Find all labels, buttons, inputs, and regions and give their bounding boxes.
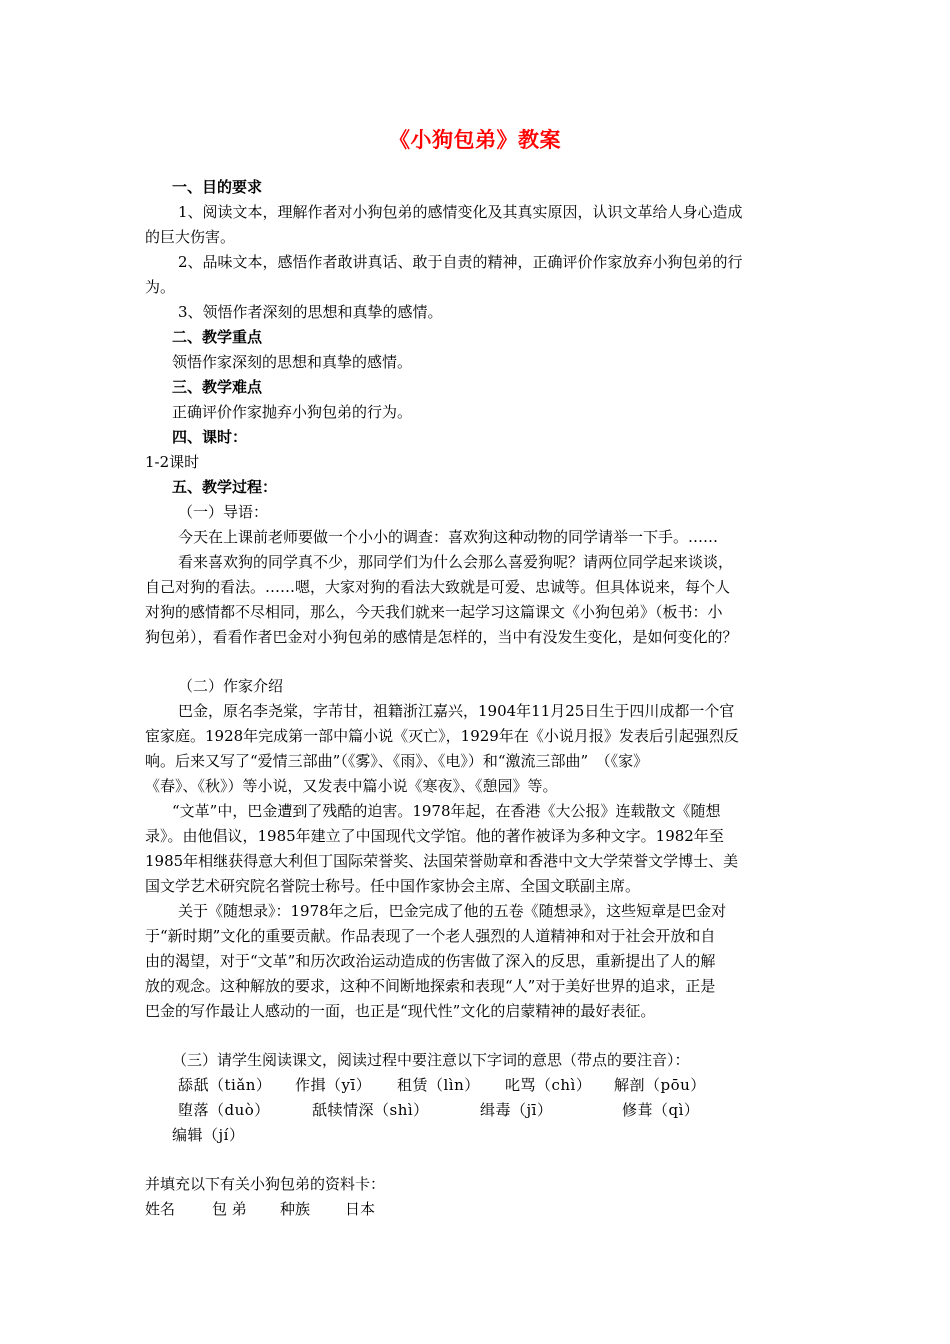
vocab-word: 缉毒（jī）	[480, 1101, 553, 1119]
vocab-word: 舐犊情深（shì）	[312, 1101, 429, 1119]
objective-2-line-1: 2、品味文本，感悟作者敢讲真话、敢于自责的精神，正确评价作家放弃小狗包弟的行	[178, 253, 743, 271]
info-card-cell: 包 弟	[212, 1200, 247, 1218]
intro-heading: （一）导语：	[178, 503, 269, 521]
intro-line-3: 自己对狗的看法。……嗯，大家对狗的看法大致就是可爱、忠诚等。但具体说来，每个人	[145, 578, 731, 596]
vocab-word: 编辑（jí）	[172, 1126, 245, 1144]
author-line-12: 放的观念。这种解放的要求，这种不间断地探索和表现“人”对于美好世界的追求，正是	[145, 977, 716, 995]
objective-1-line-2: 的巨大伤害。	[145, 228, 236, 246]
vocab-word: 修葺（qì）	[622, 1101, 700, 1119]
intro-line-2: 看来喜欢狗的同学真不少，那同学们为什么会那么喜爱狗呢？请两位同学起来谈谈，	[178, 553, 734, 571]
section-heading-objectives: 一、目的要求	[172, 178, 263, 196]
author-line-9: 关于《随想录》：1978年之后，巴金完成了他的五卷《随想录》，这些短章是巴金对	[178, 902, 727, 920]
reading-heading: （三）请学生阅读课文，阅读过程中要注意以下字词的意思（带点的要注音）：	[172, 1051, 690, 1069]
author-line-5: “文革”中，巴金遭到了残酷的迫害。1978年起，在香港《大公报》连载散文《随想	[172, 802, 721, 820]
vocab-word: 堕落（duò）	[178, 1101, 270, 1119]
author-heading: （二）作家介绍	[178, 677, 284, 695]
objective-1-line-1: 1、阅读文本，理解作者对小狗包弟的感情变化及其真实原因，认识文革给人身心造成	[178, 203, 743, 221]
section-heading-class-hours: 四、课时：	[172, 428, 248, 446]
objective-3: 3、领悟作者深刻的思想和真挚的感情。	[178, 303, 443, 321]
author-line-10: 于“新时期”文化的重要贡献。作品表现了一个老人强烈的人道精神和对于社会开放和自	[145, 927, 716, 945]
author-line-13: 巴金的写作最让人感动的一面，也正是“现代性”文化的启蒙精神的最好表征。	[145, 1002, 656, 1020]
info-card-cell: 日本	[345, 1200, 376, 1218]
document-title: 《小狗包弟》教案	[389, 127, 561, 152]
intro-line-1: 今天在上课前老师要做一个小小的调查：喜欢狗这种动物的同学请举一下手。……	[178, 528, 719, 546]
info-card-intro: 并填充以下有关小狗包弟的资料卡：	[145, 1175, 386, 1193]
section-heading-difficulties: 三、教学难点	[172, 378, 263, 396]
vocab-word: 作揖（yī）	[295, 1076, 372, 1094]
vocab-word: 解剖（pōu）	[614, 1076, 706, 1094]
intro-line-5: 狗包弟），看看作者巴金对小狗包弟的感情是怎样的，当中有没发生变化，是如何变化的？	[145, 628, 738, 646]
author-line-6: 录》。由他倡议，1985年建立了中国现代文学馆。他的著作被译为多种文字。1982年至	[145, 827, 724, 845]
author-line-2: 宦家庭。1928年完成第一部中篇小说《灭亡》，1929年在《小说月报》发表后引起强烈反	[145, 727, 739, 745]
key-points-text: 领悟作家深刻的思想和真挚的感情。	[172, 353, 413, 371]
class-hours-text: 1-2课时	[145, 453, 200, 471]
author-line-8: 国文学艺术研究院名誉院士称号。任中国作家协会主席、全国文联副主席。	[145, 877, 641, 895]
vocab-word: 租赁（lìn）	[397, 1076, 480, 1094]
section-heading-process: 五、教学过程：	[172, 478, 278, 496]
author-line-3: 响。后来又写了“爱情三部曲”（《雾》、《雨》、《电》）和“激流三部曲” （《家》	[145, 752, 649, 770]
vocab-word: 舔舐（tiǎn）	[178, 1076, 272, 1094]
section-heading-key-points: 二、教学重点	[172, 328, 263, 346]
intro-line-4: 对狗的感情都不尽相同，那么，今天我们就来一起学习这篇课文《小狗包弟》（板书：小	[145, 603, 723, 621]
difficulties-text: 正确评价作家抛弃小狗包弟的行为。	[172, 403, 413, 421]
author-line-4: 《春》、《秋》）等小说，又发表中篇小说《寒夜》、《憩园》等。	[145, 777, 558, 795]
objective-2-line-2: 为。	[145, 278, 176, 296]
vocab-word: 叱骂（chì）	[505, 1076, 592, 1094]
author-line-11: 由的渴望，对于“文革”和历次政治运动造成的伤害做了深入的反思，重新提出了人的解	[145, 952, 716, 970]
author-line-7: 1985年相继获得意大利但丁国际荣誉奖、法国荣誉勋章和香港中文大学荣誉文学博士、美	[145, 852, 739, 870]
info-card-cell: 姓名	[145, 1200, 176, 1218]
info-card-cell: 种族	[280, 1200, 311, 1218]
author-line-1: 巴金，原名李尧棠，字芾甘，祖籍浙江嘉兴，1904年11月25日生于四川成都一个官	[178, 702, 735, 720]
